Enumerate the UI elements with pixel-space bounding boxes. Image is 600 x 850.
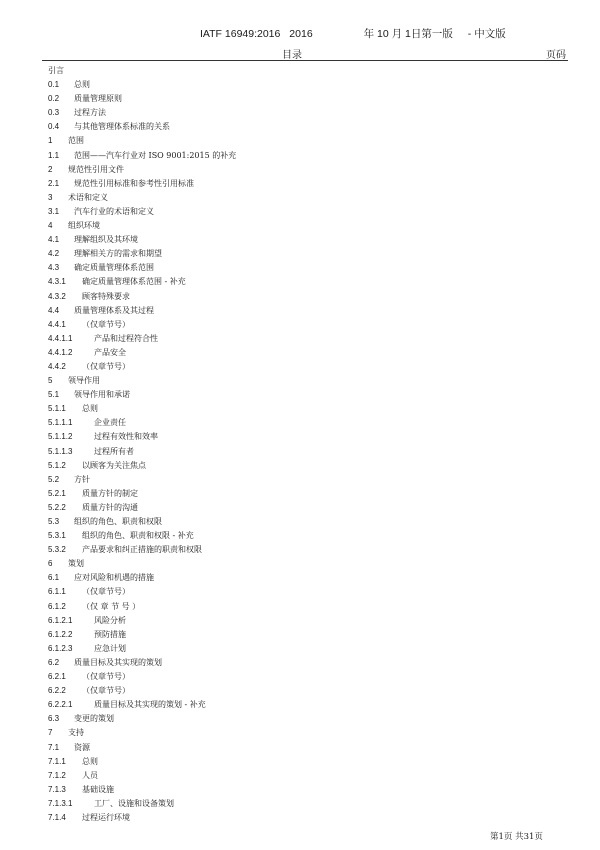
toc-entry-number: 7.1.4	[48, 812, 66, 822]
toc-entry[interactable]	[48, 557, 236, 571]
toc-entry-number: 5.3.1	[48, 531, 66, 541]
toc-entry-number: 0.4	[48, 122, 60, 132]
toc-entry-title: 组织环境	[68, 221, 100, 231]
toc-entry[interactable]	[48, 360, 236, 374]
standard-code: IATF 16949:2016	[200, 28, 281, 40]
toc-entry-title: （仅章节号）	[82, 587, 130, 597]
toc-entry-title: 以顾客为关注焦点	[82, 460, 146, 470]
toc-entry[interactable]	[48, 515, 236, 529]
toc-entry[interactable]	[48, 670, 236, 684]
toc-list	[48, 64, 236, 825]
toc-entry-title: 应对风险和机遇的措施	[74, 573, 154, 583]
toc-entry[interactable]	[48, 726, 236, 740]
toc-entry[interactable]	[48, 628, 236, 642]
toc-entry-number: 3	[48, 192, 53, 202]
toc-entry[interactable]	[48, 656, 236, 670]
toc-entry[interactable]	[48, 698, 236, 712]
toc-entry[interactable]	[48, 78, 236, 92]
toc-entry[interactable]	[48, 642, 236, 656]
toc-entry-number: 1.1	[48, 150, 60, 160]
toc-entry-title: 质量目标及其实现的策划	[74, 657, 162, 667]
toc-entry-number: 5.1.1.3	[48, 446, 73, 456]
toc-entry-title: 引言	[48, 66, 64, 75]
toc-entry[interactable]	[48, 614, 236, 628]
toc-entry-title: 范围	[68, 136, 84, 146]
toc-entry-title: 领导作用和承诺	[74, 390, 130, 400]
toc-entry-title: 术语和定义	[68, 192, 108, 202]
toc-entry[interactable]	[48, 712, 236, 726]
toc-entry-title: 过程运行环境	[82, 812, 130, 822]
toc-entry[interactable]	[48, 473, 236, 487]
toc-entry[interactable]	[48, 191, 236, 205]
toc-entry[interactable]	[48, 120, 236, 134]
page-header	[200, 26, 506, 41]
page-column-label: 页码	[546, 50, 566, 61]
toc-entry[interactable]	[48, 374, 236, 388]
toc-entry-number: 6.1.1	[48, 587, 66, 597]
toc-entry[interactable]	[48, 459, 236, 473]
toc-entry[interactable]	[48, 64, 236, 78]
toc-entry-title: 范围——汽车行业对 ISO 9001:2015 的补充	[74, 150, 237, 160]
toc-entry-number: 0.1	[48, 80, 60, 90]
toc-entry[interactable]	[48, 501, 236, 515]
toc-entry-number: 6.1.2.1	[48, 615, 73, 625]
toc-entry-number: 4.1	[48, 235, 60, 245]
toc-entry[interactable]	[48, 346, 236, 360]
toc-entry[interactable]	[48, 106, 236, 120]
toc-entry-number: 6.2.2	[48, 686, 66, 696]
toc-entry-number: 5.1.1.2	[48, 432, 73, 442]
toc-entry-number: 6.3	[48, 714, 60, 724]
toc-entry[interactable]	[48, 290, 236, 304]
toc-entry[interactable]	[48, 233, 236, 247]
toc-entry-title: 质量管理原则	[74, 94, 122, 104]
toc-entry-number: 4.4.1	[48, 319, 66, 329]
toc-entry[interactable]	[48, 811, 236, 825]
toc-entry-number: 7.1.1	[48, 756, 66, 766]
toc-entry[interactable]	[48, 600, 236, 614]
toc-entry-title: 应急计划	[94, 643, 126, 653]
toc-entry-number: 4.4.1.2	[48, 347, 73, 357]
toc-entry-title: 产品要求和纠正措施的职责和权限	[82, 545, 202, 555]
toc-entry-title: （仅章节号）	[82, 686, 130, 696]
toc-entry-number: 4.3	[48, 263, 60, 273]
toc-entry-number: 5.1	[48, 390, 60, 400]
toc-entry-number: 4	[48, 221, 53, 231]
toc-entry-title: 过程所有者	[94, 446, 134, 456]
toc-entry[interactable]	[48, 261, 236, 275]
toc-entry-title: 汽车行业的术语和定义	[74, 206, 154, 216]
standard-year: 2016	[289, 28, 313, 40]
toc-entry-title: 过程方法	[74, 108, 106, 118]
toc-entry-title: 支持	[68, 728, 84, 738]
toc-entry[interactable]	[48, 219, 236, 233]
toc-entry-title: 与其他管理体系标准的关系	[74, 122, 170, 132]
toc-entry[interactable]	[48, 149, 236, 163]
toc-entry-number: 7.1.3	[48, 784, 66, 794]
toc-entry[interactable]	[48, 487, 236, 501]
toc-entry-title: 规范性引用标准和参考性引用标准	[74, 178, 194, 188]
toc-entry[interactable]	[48, 163, 236, 177]
toc-entry-title: 产品和过程符合性	[94, 333, 158, 343]
toc-entry-title: 风险分析	[94, 615, 126, 625]
toc-entry-title: 理解组织及其环境	[74, 235, 138, 245]
toc-entry-title: 总则	[82, 404, 98, 414]
toc-entry[interactable]	[48, 529, 236, 543]
toc-entry[interactable]	[48, 585, 236, 599]
toc-entry-number: 6.1.2.3	[48, 643, 73, 653]
toc-entry-number: 4.3.2	[48, 291, 66, 301]
toc-entry-number: 4.4.1.1	[48, 333, 73, 343]
edition-date: 年 10 月 1日第一版	[363, 28, 453, 40]
toc-entry-number: 4.4	[48, 305, 60, 315]
toc-entry-number: 5.2.1	[48, 488, 66, 498]
toc-entry-title: 质量方针的沟通	[82, 502, 138, 512]
toc-entry-number: 5.1.1.1	[48, 418, 73, 428]
toc-entry[interactable]	[48, 304, 236, 318]
toc-entry-number: 6.2	[48, 657, 60, 667]
toc-entry-title: 理解相关方的需求和期望	[74, 249, 162, 259]
toc-entry-number: 5.2.2	[48, 502, 66, 512]
toc-entry-number: 3.1	[48, 206, 60, 216]
toc-entry[interactable]	[48, 783, 236, 797]
toc-entry[interactable]	[48, 402, 236, 416]
toc-entry-title: 方针	[74, 474, 90, 484]
toc-entry-title: 基础设施	[82, 784, 114, 794]
toc-entry-number: 6.1	[48, 573, 60, 583]
toc-entry-number: 2	[48, 164, 53, 174]
toc-entry-number: 6.1.2.2	[48, 629, 73, 639]
toc-entry[interactable]	[48, 275, 236, 289]
toc-entry-number: 6.2.2.1	[48, 700, 73, 710]
toc-entry[interactable]	[48, 445, 236, 459]
toc-entry[interactable]	[48, 92, 236, 106]
toc-entry-number: 6	[48, 559, 53, 569]
toc-entry[interactable]	[48, 571, 236, 585]
toc-entry-title: 领导作用	[68, 376, 100, 386]
toc-entry-title: 企业责任	[94, 418, 126, 428]
toc-entry-title: 组织的角色、职责和权限	[74, 517, 162, 526]
toc-entry[interactable]	[48, 388, 236, 402]
toc-entry-number: 0.3	[48, 108, 60, 118]
toc-entry-title: 策划	[68, 559, 84, 569]
toc-entry-number: 1	[48, 136, 53, 146]
toc-title: 目录	[282, 50, 302, 61]
toc-entry-title: 确定质量管理体系范围 - 补充	[82, 277, 186, 287]
toc-entry[interactable]	[48, 332, 236, 346]
toc-entry-number: 4.2	[48, 249, 60, 259]
toc-entry-title: （仅 章 节 号 ）	[82, 601, 141, 611]
toc-entry-title: 顾客特殊要求	[82, 291, 130, 301]
toc-entry-number: 6.1.2	[48, 601, 66, 611]
toc-entry-title: 工厂、设施和设备策划	[94, 798, 174, 808]
toc-entry[interactable]	[48, 741, 236, 755]
toc-entry-title: 变更的策划	[74, 714, 114, 724]
toc-entry-title: 过程有效性和效率	[94, 432, 158, 442]
toc-entry[interactable]	[48, 205, 236, 219]
toc-entry-title: 总则	[82, 756, 98, 766]
toc-entry[interactable]	[48, 134, 236, 148]
toc-entry-number: 4.4.2	[48, 361, 66, 371]
toc-entry[interactable]	[48, 177, 236, 191]
toc-entry-title: （仅章节号）	[82, 361, 130, 371]
toc-header	[42, 44, 568, 61]
toc-entry-number: 5.1.2	[48, 460, 66, 470]
toc-entry-title: 质量方针的制定	[82, 488, 138, 498]
page-footer: 第1页 共31页	[490, 832, 543, 842]
toc-entry-title: 规范性引用文件	[68, 164, 124, 174]
toc-entry-title: 资源	[74, 742, 90, 752]
toc-entry-number: 5.3.2	[48, 545, 66, 555]
toc-entry-title: （仅章节号）	[82, 672, 130, 682]
toc-entry-number: 7.1	[48, 742, 60, 752]
toc-entry-title: 产品安全	[94, 347, 126, 357]
toc-entry-title: 组织的角色、职责和权限 - 补充	[82, 531, 194, 541]
toc-entry-title: 总则	[74, 80, 90, 90]
toc-entry[interactable]	[48, 318, 236, 332]
toc-entry-title: 确定质量管理体系范围	[74, 263, 154, 273]
toc-entry-number: 0.2	[48, 94, 60, 104]
toc-entry-number: 2.1	[48, 178, 60, 188]
toc-entry[interactable]	[48, 543, 236, 557]
toc-entry-number: 7.1.3.1	[48, 798, 73, 808]
toc-entry[interactable]	[48, 430, 236, 444]
toc-entry[interactable]	[48, 247, 236, 261]
toc-entry-number: 5.1.1	[48, 404, 66, 414]
toc-entry-number: 5.2	[48, 474, 60, 484]
toc-entry[interactable]	[48, 684, 236, 698]
toc-entry-title: 人员	[82, 770, 98, 780]
toc-entry-number: 5	[48, 376, 53, 386]
toc-entry[interactable]	[48, 755, 236, 769]
toc-entry-title: 预防措施	[94, 629, 126, 639]
toc-entry-title: （仅章节号）	[82, 319, 130, 329]
toc-entry[interactable]	[48, 769, 236, 783]
toc-entry-number: 7.1.2	[48, 770, 66, 780]
toc-entry[interactable]	[48, 416, 236, 430]
toc-entry-title: 质量目标及其实现的策划 - 补充	[94, 700, 206, 710]
toc-entry-number: 7	[48, 728, 53, 738]
toc-entry-number: 4.3.1	[48, 277, 66, 287]
toc-entry-title: 质量管理体系及其过程	[74, 305, 154, 315]
language-label: - 中文版	[467, 28, 506, 40]
toc-entry-number: 6.2.1	[48, 672, 66, 682]
toc-entry-number: 5.3	[48, 517, 60, 526]
toc-entry[interactable]	[48, 797, 236, 811]
